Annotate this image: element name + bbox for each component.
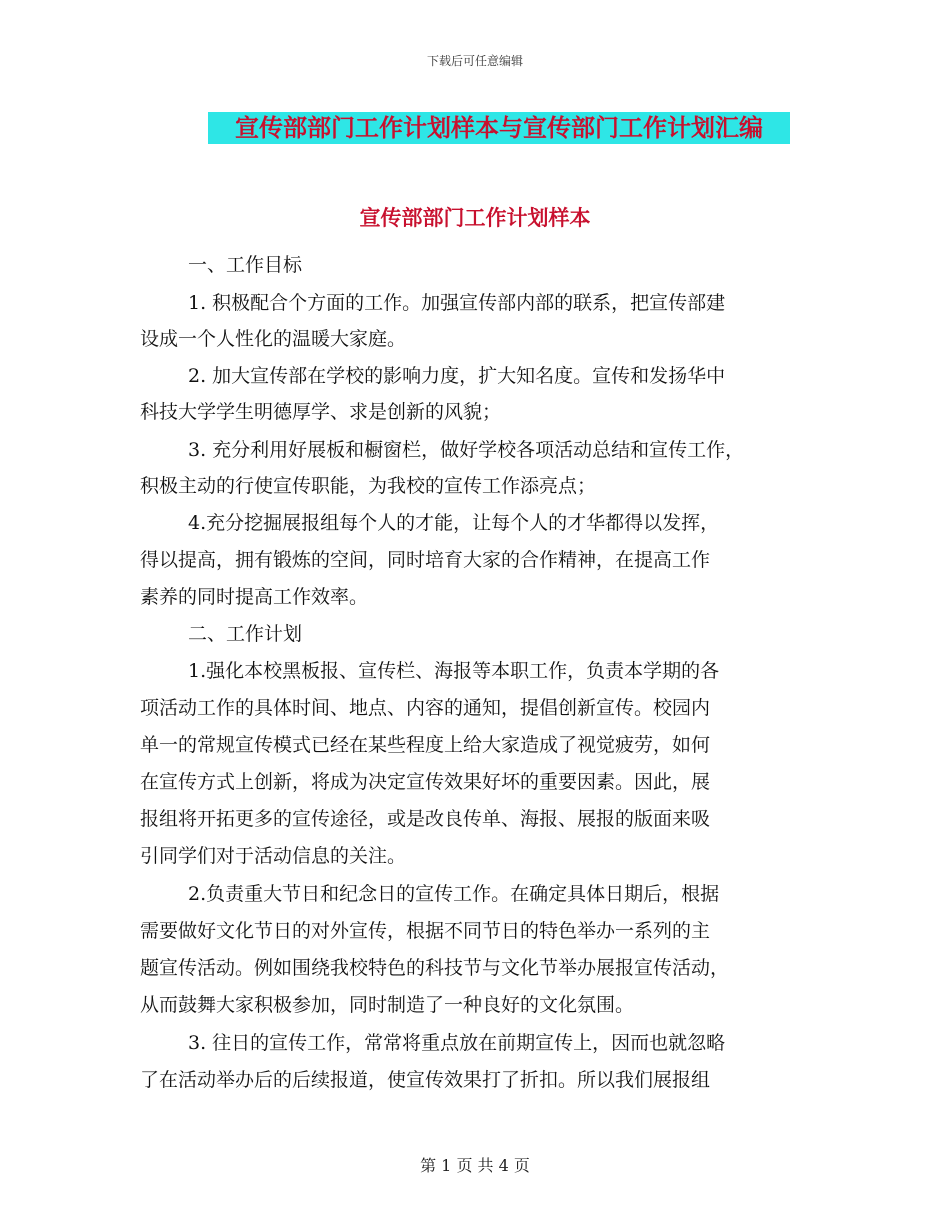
section-heading: 二、工作计划 — [188, 623, 303, 645]
paragraph-line: 报组将开拓更多的宣传途径，或是改良传单、海报、展报的版面来吸 — [140, 808, 711, 830]
paragraph-line: 积极主动的行使宣传职能，为我校的宣传工作添亮点； — [140, 475, 597, 497]
header-note: 下载后可任意编辑 — [426, 54, 523, 68]
paragraph-line: 单一的常规宣传模式已经在某些程度上给大家造成了视觉疲劳，如何 — [140, 734, 711, 756]
paragraph-line: 题宣传活动。例如围绕我校特色的科技节与文化节举办展报宣传活动， — [140, 957, 730, 979]
paragraph-line: 需要做好文化节日的对外宣传，根据不同节日的特色举办一系列的主 — [140, 920, 711, 942]
paragraph-line: 3. 往日的宣传工作，常常将重点放在前期宣传上，因而也就忽略 — [188, 1032, 726, 1054]
paragraph-line: 从而鼓舞大家积极参加，同时制造了一种良好的文化氛围。 — [140, 994, 635, 1016]
paragraph-line: 在宣传方式上创新，将成为决定宣传效果好坏的重要因素。因此，展 — [140, 771, 711, 793]
paragraph-line: 项活动工作的具体时间、地点、内容的通知，提倡创新宣传。校园内 — [140, 697, 711, 719]
paragraph-line: 1.强化本校黑板报、宣传栏、海报等本职工作，负责本学期的各 — [188, 660, 720, 682]
paragraph-line: 设成一个人性化的温暖大家庭。 — [140, 328, 407, 350]
paragraph-line: 科技大学学生明德厚学、求是创新的风貌； — [140, 401, 502, 423]
paragraph-line: 3. 充分利用好展板和橱窗栏，做好学校各项活动总结和宣传工作， — [188, 439, 745, 461]
paragraph-line: 了在活动举办后的后续报道，使宣传效果打了折扣。所以我们展报组 — [140, 1069, 711, 1091]
paragraph-line: 2.负责重大节日和纪念日的宣传工作。在确定具体日期后，根据 — [188, 883, 720, 905]
main-title: 宣传部部门工作计划样本与宣传部门工作计划汇编 — [235, 114, 763, 142]
paragraph-line: 1. 积极配合个方面的工作。加强宣传部内部的联系，把宣传部建 — [188, 292, 726, 314]
paragraph-line: 素养的同时提高工作效率。 — [140, 586, 369, 608]
paragraph-line: 4.充分挖掘展报组每个人的才能，让每个人的才华都得以发挥， — [188, 512, 720, 534]
page-footer: 第 1 页 共 4 页 — [420, 1156, 530, 1175]
paragraph-line: 引同学们对于活动信息的关注。 — [140, 845, 407, 867]
paragraph-line: 得以提高，拥有锻炼的空间，同时培育大家的合作精神，在提高工作 — [140, 549, 711, 571]
paragraph-line: 2. 加大宣传部在学校的影响力度，扩大知名度。宣传和发扬华中 — [188, 365, 726, 387]
main-title-highlight — [208, 112, 790, 144]
section-heading: 一、工作目标 — [188, 254, 303, 276]
section-title: 宣传部部门工作计划样本 — [359, 206, 591, 230]
